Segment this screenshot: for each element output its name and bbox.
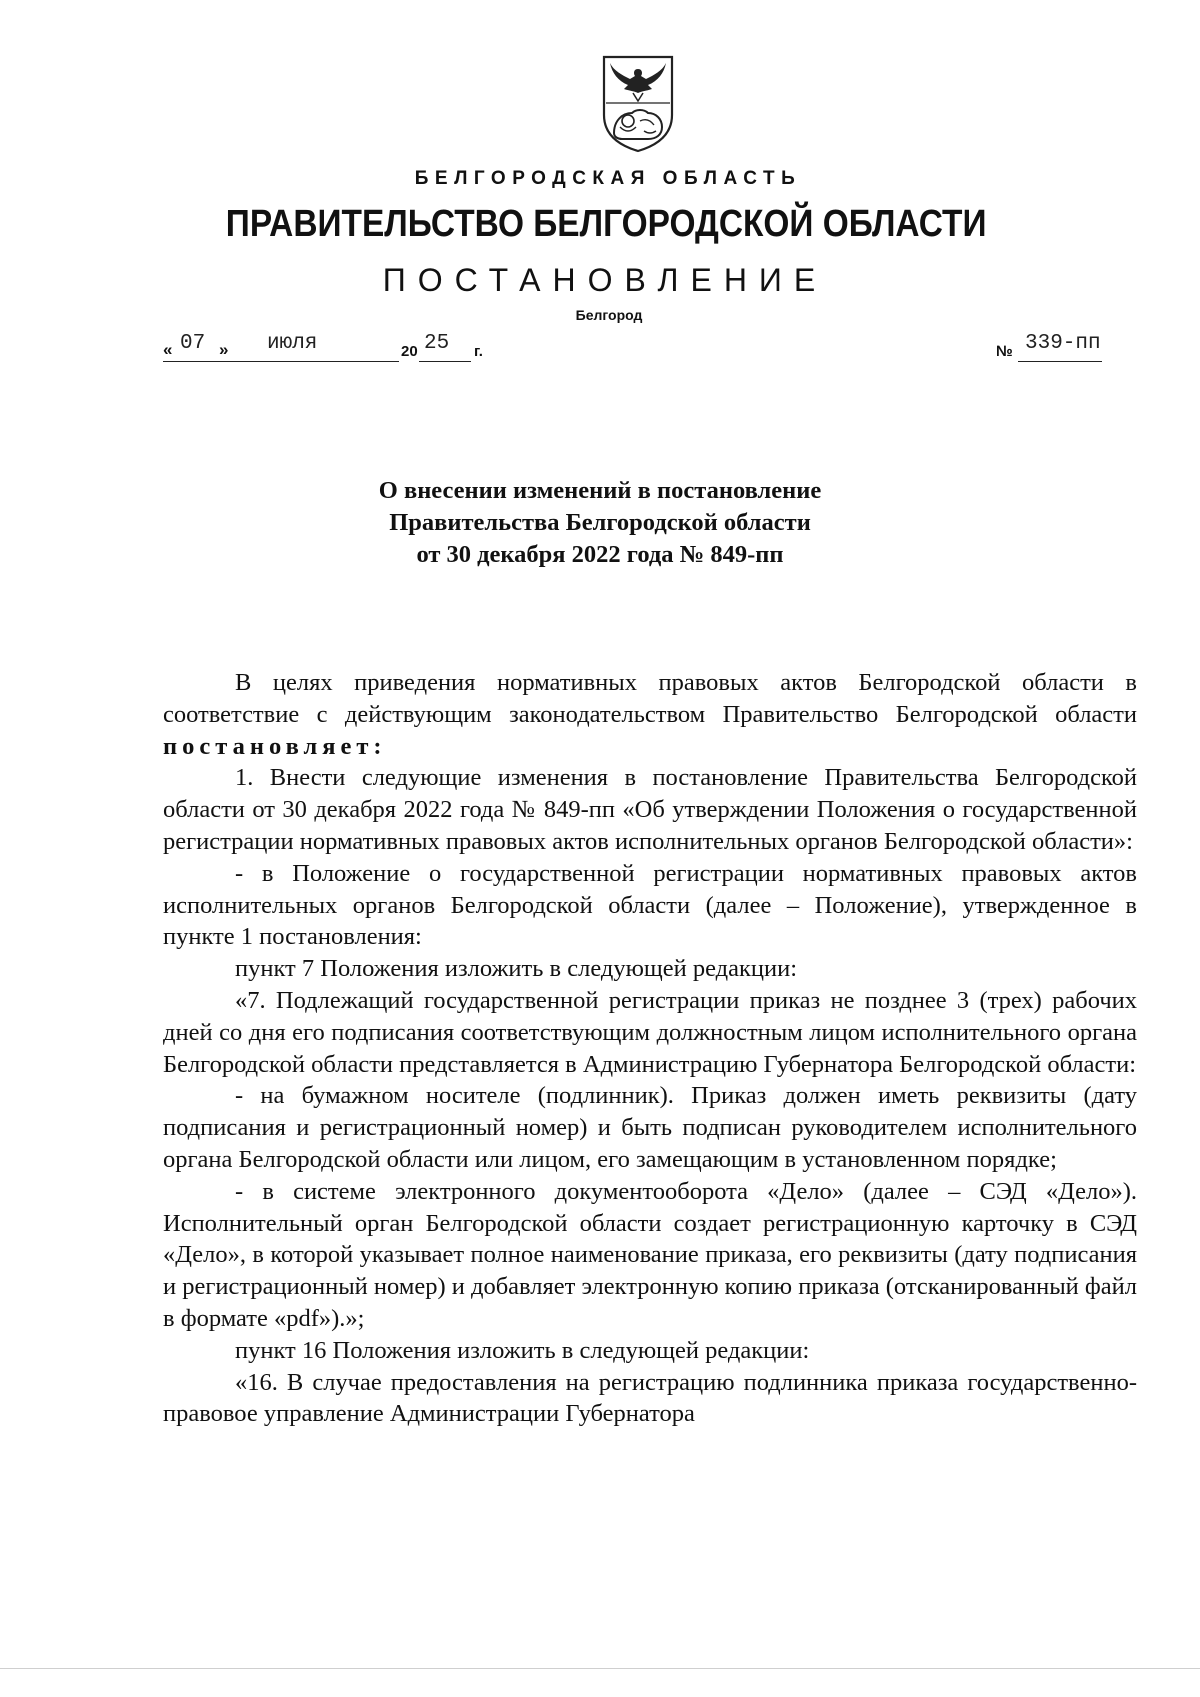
paragraph-5: - на бумажном носителе (подлинник). Приказ должен иметь реквизиты (дату подписания и регистрационный номер) и быть подписан руководителем исполнительного органа Белгородской области или лицом, его замещающим в установленном порядке;	[163, 1082, 1137, 1173]
paragraph-2: - в Положение о государственной регистрации нормативных правовых актов исполнительных органов Белгородской области (далее – Положение), утвержденное в пункте 1 постановления:	[163, 859, 1137, 951]
document-type: ПОСТАНОВЛЕНИЕ	[382, 262, 828, 298]
intro-text: В целях приведения нормативных правовых актов Белгородской области в соответствие с действующим законодательством Правительство Белгородской области	[163, 669, 1137, 728]
scan-edge-divider	[0, 1668, 1200, 1669]
date-year-prefix: 20	[401, 343, 418, 360]
date-day-underline	[163, 361, 235, 362]
document-subject	[0, 475, 1200, 571]
date-day: 07	[180, 332, 206, 355]
paragraph-3: пункт 7 Положения изложить в следующей редакции:	[235, 955, 798, 983]
subject-line-3: от 30 декабря 2022 года № 849-пп	[416, 541, 784, 568]
paragraph-intro	[163, 667, 1137, 762]
date-open-quote: «	[163, 340, 173, 359]
paragraph-8: «16. В случае предоставления на регистрацию подлинника приказа государственно-правовое управление Администрации Губернатора	[163, 1368, 1137, 1428]
date-year-label: г.	[474, 343, 483, 360]
subject-line-1: О внесении изменений в постановление	[378, 477, 822, 504]
region-name: БЕЛГОРОДСКАЯ ОБЛАСТЬ	[414, 168, 802, 189]
date-year-underline	[419, 361, 471, 362]
paragraph-4: «7. Подлежащий государственной регистрации приказ не позднее 3 (трех) рабочих дней со дня его подписания соответствующим должностным лицом исполнительного органа Белгородской области представляется в Администрацию Губернатора Белгородской области:	[163, 986, 1137, 1078]
document-number: 339-пп	[1025, 332, 1101, 355]
city-name: Белгород	[575, 307, 643, 323]
paragraph-7: пункт 16 Положения изложить в следующей редакции:	[235, 1336, 810, 1364]
intro-emphasis: постановляет:	[163, 732, 387, 760]
subject-line-2: Правительства Белгородской области	[389, 509, 811, 536]
government-title: ПРАВИТЕЛЬСТВО БЕЛГОРОДСКОЙ ОБЛАСТИ	[225, 203, 987, 245]
date-month-underline	[235, 361, 399, 362]
number-label: №	[996, 343, 1013, 360]
document-body	[163, 667, 1137, 1430]
date-month: июля	[267, 332, 318, 355]
paragraph-1: 1. Внести следующие изменения в постановление Правительства Белгородской области от 30 декабря 2022 года № 849-пп «Об утверждении Положения о государственной регистрации нормативных правовых актов исполнительных органов Белгородской области»:	[163, 764, 1137, 855]
belgorod-coat-of-arms-icon	[600, 55, 676, 153]
paragraph-6: - в системе электронного документооборота «Дело» (далее – СЭД «Дело»). Исполнительный орган Белгородской области создает регистрационную карточку в СЭД «Дело», в которой указывает полное наименование приказа, его реквизиты (дату подписания и регистрационный номер) и добавляет электронную копию приказа (отсканированный файл в формате «pdf»).»;	[163, 1177, 1137, 1332]
date-close-quote: »	[219, 340, 229, 359]
document-number-underline	[1018, 361, 1102, 362]
date-year-suffix: 25	[424, 332, 450, 355]
